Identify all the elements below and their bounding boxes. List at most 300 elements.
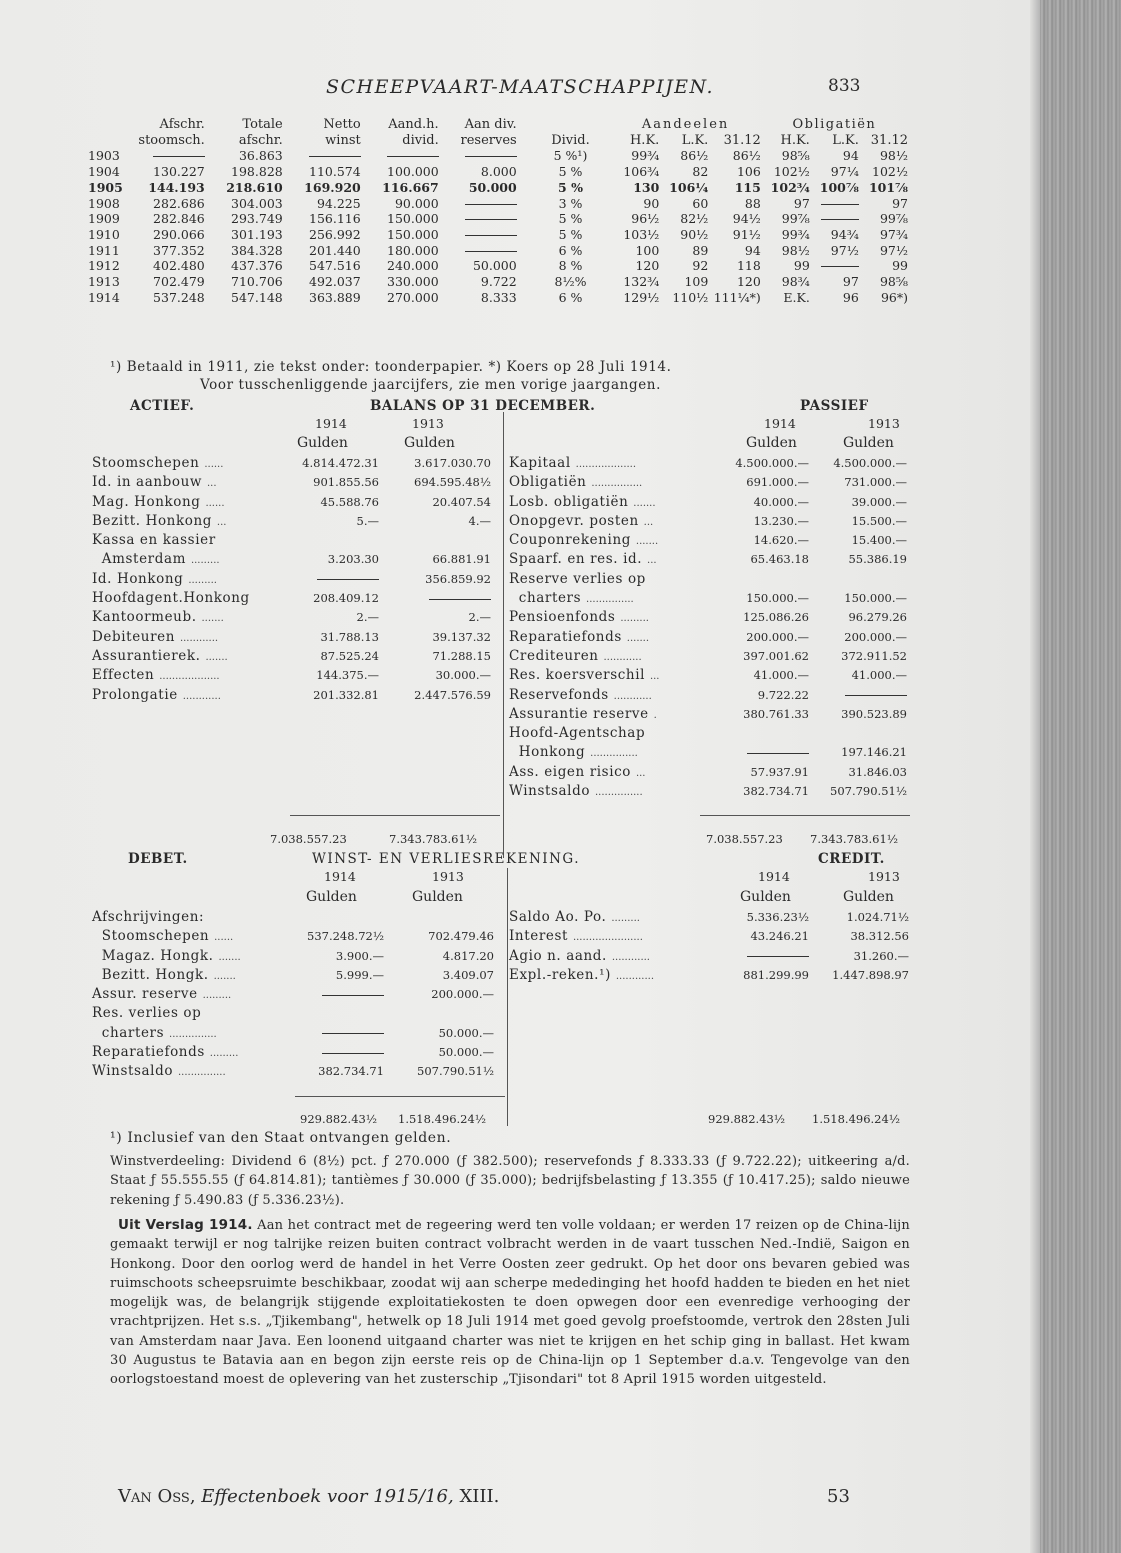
ledger-label: Assur. reserve ......... [92,986,232,1003]
cell-totale: 437.376 [231,258,283,274]
cell-o-lk [810,211,859,227]
cell-divid: 6 % [558,289,583,305]
value-1913: 15.400.— [851,533,907,548]
row-year: 1903 [88,148,120,164]
cell-aand: 100.000 [387,164,439,180]
cell-afschr: 537.248 [153,289,205,305]
value-1913: 3.617.030.70 [414,456,491,470]
footer-author: Van Oss, [118,1486,196,1507]
ledger-label: Reparatiefonds ......... [92,1044,239,1061]
ledger-label: Magaz. Hongk. ....... [92,947,241,964]
cell-a-31: 94½ [732,211,761,227]
cell-afschr [127,148,205,164]
debet-year-1913: 1913 [432,869,464,884]
value-1914: 537.248.72½ [307,929,384,944]
credit-year-1913: 1913 [868,869,900,884]
ledger-row [92,473,497,492]
cell-a-31: 94 [744,242,761,258]
actief-list [92,454,497,705]
value-1914: 201.332.81 [313,687,379,702]
cell-afschr: 130.227 [153,164,205,180]
cell-o-hk: 102½ [773,164,810,180]
row-year: 1909 [88,211,120,227]
row-year: 1908 [88,195,120,211]
cell-o-hk: 98⅝ [781,148,810,164]
cell-aand: 90.000 [394,195,439,211]
value-1913: 1.024.71½ [846,910,909,924]
cell-divid: 8 % [558,258,583,274]
value-1914: 45.588.76 [320,494,379,509]
ledger-label: Ass. eigen risico ... [509,763,646,780]
col-totale: Totale [242,117,283,132]
ledger-label: Obligatiën ................ [509,474,643,491]
value-1913: 55.386.19 [848,552,907,567]
ledger-label: Winstsaldo ............... [92,1063,226,1080]
cell-afschr: 402.480 [153,258,205,274]
ledger-row [509,743,909,762]
col-a-hk: H.K. [629,132,660,148]
value-1913: 38.312.56 [850,929,909,944]
value-1914: 5.336.23½ [746,910,809,924]
value-1914: 5.999.— [335,967,384,982]
row-year: 1912 [88,258,120,274]
cell-netto: 156.116 [309,211,361,227]
cell-o-hk: 99⅞ [781,211,810,227]
cell-res: 8.000 [480,164,517,180]
ledger-row [92,686,497,705]
value-1913: 702.479.46 [428,929,494,944]
cell-divid: 5 % [558,226,583,242]
cell-res: 50.000 [472,258,517,274]
cell-divid: 5 % [558,211,583,227]
cell-divid: 6 % [558,242,583,258]
value-1913: 4.500.000.— [833,456,907,470]
cell-o-31: 98⅝ [879,274,908,290]
ledger-row [92,550,497,569]
ledger-row [509,947,909,966]
value-1914: 13.230.— [753,513,809,528]
cell-o-31: 101⅞ [868,179,908,195]
cell-divid: 5 % [558,179,583,195]
ledger-label: Kassa en kassier [92,532,216,549]
stats-row [88,290,908,306]
cell-afschr: 290.066 [153,226,205,242]
debet-unit-1914: Gulden [306,889,357,905]
cell-o-hk: 102¾ [770,179,810,195]
cell-o-31: 102½ [872,164,908,180]
cell-a-31: 86½ [732,148,761,164]
col-aandeelen: Aandeelen [641,117,730,132]
ledger-label: Id. in aanbouw ... [92,474,217,491]
ledger-row [509,686,909,705]
cell-a-lk: 82 [692,164,709,180]
cell-o-lk: 97 [842,274,859,290]
ledger-row [92,647,497,666]
value-1914: 901.855.56 [313,475,379,490]
ledger-row [92,608,497,627]
cell-res [439,148,517,164]
col-netto-sub: winst [325,132,361,148]
credit-total-1914: 929.882.43½ [708,1112,785,1126]
footer-signature: 53 [827,1486,850,1507]
ledger-row [92,666,497,685]
stats-note: Voor tusschenliggende jaarcijfers, zie men vorige jaargangen. [200,377,661,393]
ledger-label: Effecten ................... [92,667,220,684]
value-1914: 4.814.472.31 [302,456,379,470]
actief-year-1914: 1914 [315,416,347,431]
col-totale-sub: afschr. [238,132,283,148]
ledger-label: Assurantierek. ....... [92,647,228,664]
passief-total-1913: 7.343.783.61½ [810,832,898,846]
ledger-label: Winstsaldo ............... [509,783,643,800]
cell-a-lk: 82½ [680,211,709,227]
value-1914: 87.525.24 [320,648,379,663]
cell-res [439,227,517,243]
stats-row [88,196,908,212]
cell-a-lk: 110½ [672,289,709,305]
pl-divider [507,868,508,1126]
value-1914: 43.246.21 [750,929,809,944]
value-1913 [429,589,491,608]
cell-a-lk: 86½ [680,148,709,164]
value-1914: 380.761.33 [743,706,809,721]
value-1913: 4.817.20 [442,948,494,963]
ledger-row [509,782,909,801]
value-1914: 144.375.— [316,668,379,683]
footer-book: Effectenboek voor 1915/16, [201,1486,454,1507]
cell-totale: 304.003 [231,195,283,211]
cell-netto: 547.516 [309,258,361,274]
ledger-label: Couponrekening ....... [509,532,659,549]
actief-unit-1913: Gulden [404,435,455,451]
cell-o-hk: 99¾ [781,226,810,242]
col-netto: Netto [323,117,361,132]
value-1913: 50.000.— [438,1025,494,1040]
stats-row [88,148,908,164]
ledger-row [509,608,909,627]
debet-title: DEBET. [128,851,188,867]
cell-a-31: 115 [734,179,761,195]
ledger-row [509,454,909,473]
row-year: 1914 [88,289,120,305]
cell-res: 9.722 [480,274,517,290]
ledger-label: Prolongatie ............ [92,686,221,703]
cell-a-hk: 132¾ [623,274,660,290]
ledger-label: charters ............... [92,1024,217,1041]
debet-total-1914: 929.882.43½ [300,1112,377,1126]
ledger-label: Mag. Honkong ...... [92,493,225,510]
ledger-label: Agio n. aand. ............ [509,947,650,964]
cell-netto: 94.225 [316,195,361,211]
value-1914: 57.937.91 [750,764,809,779]
value-1913: 20.407.54 [432,494,491,509]
verslag-paragraph [110,1216,910,1390]
book-page-edges [1040,0,1121,1553]
value-1914: 3.900.— [335,948,384,963]
ledger-label: Bezitt. Honkong ... [92,512,227,529]
cell-o-lk: 94¾ [830,226,859,242]
ledger-row [92,927,502,946]
cell-aand: 330.000 [387,274,439,290]
cell-res: 8.333 [480,289,517,305]
passief-title: PASSIEF [800,398,869,414]
cell-res [439,196,517,212]
cell-res: 50.000 [468,179,517,195]
col-res: Aan div. [464,117,517,132]
verslag-text: Aan het contract met de regeering werd ten volle voldaan; er werden 17 reizen op de China-lijn gemaakt terwijl er nog talrijke reizen buiten contract volbracht werden in de vaart tusschen Ned.-Indië, Saigon en Honkong. Door den oorlog werd de handel in het Verre Oosten zeer gedrukt. Op het door ons bevaren gebied was ruimschoots scheepsruimte beschikbaar, zoodat wij aan scherpe mededinging het hoofd hadden te bieden en het niet mogelijk was, de belangrijk stijgende exploitatiekosten te doen opwegen door een evenredige verhooging der vrachtprijzen. Het s.s. „Tjikembang", hetwelk op 18 Juli 1914 met goed gevolg proefstoomde, vertrok den 28sten Juli van Amsterdam naar Java. Een loonend uitgaand charter was niet te krijgen en het schip ging in ballast. Het kwam 30 Augustus te Batavia aan en begon zijn eerste reis op de China-lijn op 1 September d.a.v. Tengevolge van den oorlogstoestand moest de oplevering van het zusterschip „Tjisondari" tot 8 April 1915 worden uitgesteld. [110,1218,910,1388]
cell-netto [283,148,361,164]
cell-aand: 150.000 [387,211,439,227]
value-1914: 382.734.71 [318,1064,384,1079]
value-1914 [317,570,379,589]
stats-row [88,243,908,259]
value-1913: 71.288.15 [432,648,491,663]
ledger-row [92,628,497,647]
stats-row [88,180,908,196]
debet-year-1914: 1914 [324,869,356,884]
credit-title: CREDIT. [818,851,885,867]
cell-a-31: 118 [736,258,761,274]
cell-totale: 301.193 [231,226,283,242]
actief-year-1913: 1913 [412,416,444,431]
ledger-label: Spaarf. en res. id. ... [509,551,657,568]
cell-aand: 180.000 [387,242,439,258]
value-1913: 200.000.— [431,987,494,1002]
value-1913: 2.— [468,610,491,625]
value-1913: 731.000.— [844,475,907,490]
cell-o-31: 99 [892,258,908,274]
pl-footnote: ¹) Inclusief van den Staat ontvangen gelden. [110,1130,452,1146]
value-1913: 4.— [468,513,491,528]
cell-o-31: 98½ [879,148,908,164]
value-1913: 50.000.— [438,1045,494,1060]
cell-afschr: 282.686 [153,195,205,211]
value-1913: 694.595.48½ [414,475,491,490]
credit-unit-1913: Gulden [843,889,894,905]
cell-o-lk: 97¼ [830,164,859,180]
cell-divid: 3 % [558,195,583,211]
col-aand: Aand.h. [388,117,439,132]
debet-total-rule [295,1096,505,1097]
ledger-label: Honkong ............... [509,744,638,761]
actief-total-1914: 7.038.557.23 [270,832,347,846]
value-1914: 4.500.000.— [735,456,809,470]
value-1913: 507.790.51½ [417,1064,494,1079]
debet-list [92,908,502,1082]
value-1914: 208.409.12 [313,591,379,606]
cell-a-lk: 92 [692,258,709,274]
cell-netto: 201.440 [309,242,361,258]
passief-unit-1914: Gulden [746,435,797,451]
ledger-label: Reparatiefonds ....... [509,628,650,645]
col-a-lk: L.K. [681,132,709,148]
debet-unit-1913: Gulden [412,889,463,905]
value-1913: 372.911.52 [841,648,907,663]
passief-year-1914: 1914 [764,416,796,431]
value-1914: 2.— [356,610,379,625]
col-o-31: 31.12 [870,132,908,148]
stats-row [88,164,908,180]
ledger-label: Bezitt. Hongk. ....... [92,966,236,983]
ledger-row [92,589,497,608]
ledger-label: Saldo Ao. Po. ......... [509,909,640,925]
cell-divid: 5 % [558,164,583,180]
value-1913: 200.000.— [844,629,907,644]
ledger-row [509,647,909,666]
ledger-row [509,666,909,685]
col-aand-sub: divid. [402,132,439,148]
ledger-row [92,1062,502,1081]
value-1914: 65.463.18 [750,552,809,567]
value-1914: 14.620.— [753,533,809,548]
col-o-lk: L.K. [832,132,859,148]
cell-o-lk: 96 [842,289,859,305]
value-1913: 390.523.89 [841,706,907,721]
cell-totale: 218.610 [226,179,283,195]
cell-a-hk: 120 [635,258,660,274]
cell-a-31: 106 [736,164,761,180]
ledger-label: Hoofdagent.Honkong [92,590,250,607]
cell-o-hk: 98½ [781,242,810,258]
cell-totale: 198.828 [231,164,283,180]
ledger-row [92,512,497,531]
row-year: 1911 [88,242,120,258]
value-1914: 9.722.22 [757,687,809,702]
cell-a-hk: 90 [643,195,660,211]
ledger-label: Interest ...................... [509,928,643,945]
cell-o-lk [810,258,859,274]
value-1913: 150.000.— [844,591,907,606]
cell-totale: 710.706 [231,274,283,290]
stats-footnote: ¹) Betaald in 1911, zie tekst onder: toonderpapier. *) Koers op 28 Juli 1914. [110,359,672,375]
cell-aand: 116.667 [382,179,439,195]
cell-o-31: 99⅞ [879,211,908,227]
cell-netto: 169.920 [304,179,361,195]
ledger-label: Expl.-reken.¹) ............ [509,966,655,983]
ledger-row [509,724,909,743]
ledger-label: Stoomschepen ...... [92,928,234,945]
cell-totale: 384.328 [231,242,283,258]
value-1914 [322,985,384,1004]
value-1914: 41.000.— [753,668,809,683]
value-1914: 40.000.— [753,494,809,509]
value-1913: 30.000.— [435,668,491,683]
balance-title: BALANS OP 31 DECEMBER. [370,398,596,414]
page-number: 833 [828,76,861,96]
cell-a-hk: 100 [635,242,660,258]
cell-o-hk: 99 [793,258,810,274]
ledger-label: Afschrijvingen: [92,909,205,925]
ledger-label: charters ............... [509,590,634,607]
passief-unit-1913: Gulden [843,435,894,451]
value-1914: 31.788.13 [320,629,379,644]
cell-a-lk: 60 [692,195,709,211]
actief-total-1913: 7.343.783.61½ [389,832,477,846]
ledger-row [92,493,497,512]
cell-netto: 492.037 [309,274,361,290]
cell-o-31: 97½ [879,242,908,258]
cell-a-hk: 106¾ [623,164,660,180]
cell-a-31: 88 [744,195,761,211]
ledger-row [92,947,502,966]
value-1913: 356.859.92 [425,571,491,586]
yearly-stats-table [88,117,908,305]
ledger-label: Hoofd-Agentschap [509,725,646,742]
ledger-label: Crediteuren ............ [509,647,642,664]
cell-aand: 150.000 [387,226,439,242]
value-1914: 5.— [356,513,379,528]
ledger-label: Id. Honkong ......... [92,570,217,587]
row-year: 1904 [88,164,120,180]
cell-totale: 547.148 [231,289,283,305]
cell-res [439,243,517,259]
ledger-row [92,966,502,985]
value-1914: 691.000.— [746,475,809,490]
passief-total-1914: 7.038.557.23 [706,832,783,846]
cell-o-31: 96*) [880,289,908,305]
cell-o-hk: 97 [793,195,810,211]
ledger-label: Res. koersverschil ... [509,667,660,684]
ledger-label: Losb. obligatiën ....... [509,493,656,510]
value-1913: 507.790.51½ [830,784,907,799]
stats-row [88,274,908,290]
ledger-row [92,1004,502,1023]
value-1914 [322,1024,384,1043]
cell-res [439,211,517,227]
cell-netto: 363.889 [309,289,361,305]
credit-unit-1914: Gulden [740,889,791,905]
col-a-31: 31.12 [723,132,761,148]
ledger-row [92,531,497,550]
ledger-row [509,589,909,608]
value-1913: 31.260.— [853,948,909,963]
value-1914: 200.000.— [746,629,809,644]
credit-year-1914: 1914 [758,869,790,884]
value-1913: 1.447.898.97 [832,967,909,982]
cell-afschr: 702.479 [153,274,205,290]
cell-o-lk: 94 [842,148,859,164]
ledger-row [92,454,497,473]
cell-aand: 240.000 [387,258,439,274]
row-year: 1905 [88,179,123,195]
cell-o-31: 97¾ [879,226,908,242]
value-1913: 41.000.— [851,668,907,683]
cell-a-hk: 103½ [623,226,660,242]
cell-afschr: 377.352 [153,242,205,258]
value-1914 [747,743,809,762]
cell-a-31: 111¼*) [713,289,761,305]
passief-year-1913: 1913 [868,416,900,431]
cell-a-hk: 130 [633,179,660,195]
ledger-label: Pensioenfonds ......... [509,609,649,626]
value-1914: 3.203.30 [327,552,379,567]
cell-netto: 110.574 [309,164,361,180]
ledger-row [509,512,909,531]
value-1914: 382.734.71 [743,784,809,799]
ledger-label: Kantoormeub. ....... [92,609,224,626]
value-1913: 15.500.— [851,513,907,528]
cell-aand: 270.000 [387,289,439,305]
value-1914: 397.001.62 [743,648,809,663]
ledger-row [92,1024,502,1043]
footer-citation [118,1486,499,1507]
ledger-label: Reserve verlies op [509,570,646,587]
actief-title: ACTIEF. [130,398,195,414]
cell-afschr: 144.193 [148,179,205,195]
col-afschr-sub: stoomsch. [138,132,205,148]
cell-a-31: 91½ [732,226,761,242]
col-afschr: Afschr. [159,117,205,132]
